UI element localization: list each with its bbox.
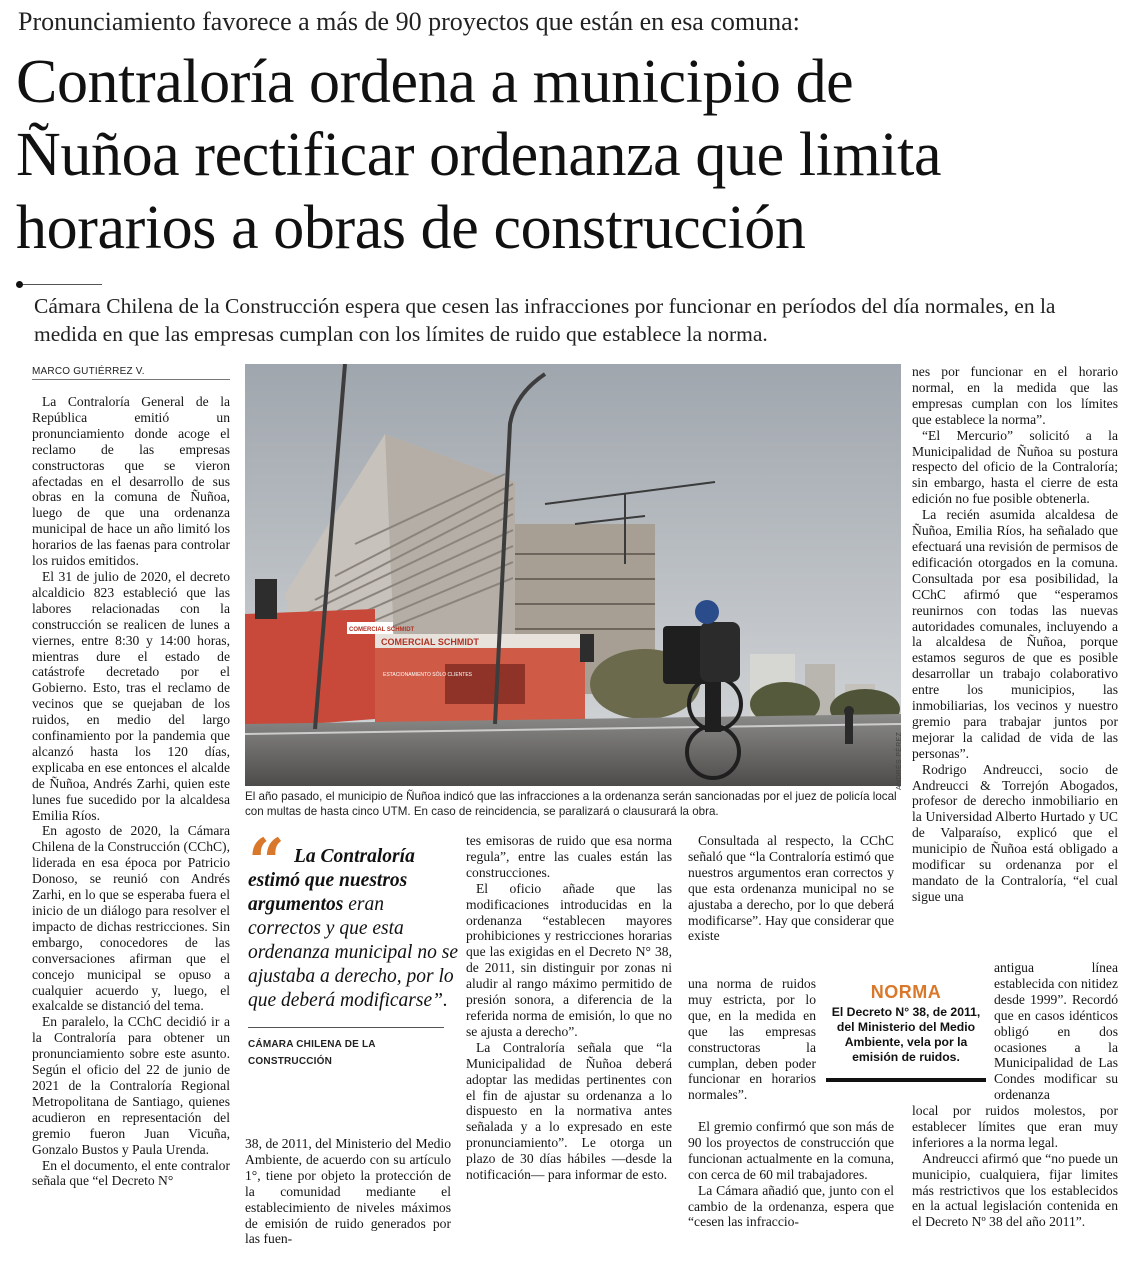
headline <box>16 46 1126 265</box>
sign-text: ESTACIONAMIENTO SÓLO CLIENTES <box>383 672 472 678</box>
article-column-1 <box>32 394 230 1189</box>
paragraph: antigua línea establecida con nitidez desde 1999”. Recordó que en casos idénticos obligó en dos ocasiones a la Municipalidad de Las Condes modificar su ordenanza <box>994 960 1118 1103</box>
kicker: Pronunciamiento favorece a más de 90 proyectos que están en esa comuna: <box>18 7 800 36</box>
pull-quote-rest: eran correctos y que esta ordenanza municipal no se ajustaba a derecho, por lo que deberá modificarse”. <box>248 894 458 1011</box>
headline-line: horarios a obras de construcción <box>16 194 806 262</box>
pull-quote <box>248 825 458 1070</box>
norma-divider <box>826 1078 986 1082</box>
byline-divider <box>32 379 230 380</box>
paragraph: nes por funcionar en el horario normal, en la medida que las empresas cumplan con los límites que establece la norma”. <box>912 364 1118 427</box>
paragraph: En el documento, el ente contralor señala que “el Decreto N° <box>32 1157 230 1189</box>
article-column-4-end <box>688 1119 894 1230</box>
paragraph: La Cámara añadió que, junto con el cambio de la ordenanza, espera que “cesen las infraccio- <box>688 1182 894 1230</box>
paragraph: Consultada al respecto, la CChC señaló que “la Contraloría estimó que nuestros argumentos eran correctos y que esta ordenanza municipal no se ajustaba a derecho, por lo que deberá modificarse”. Hay que considerar que existe <box>688 833 894 944</box>
paragraph: tes emisoras de ruido que esa norma regula”, entre las cuales están las construcciones. <box>466 833 672 880</box>
deck-divider <box>18 284 102 285</box>
paragraph: Andreucci afirmó que “no puede un municipio, cualquiera, fijar limites más restrictivos que los establecidos en la actual legislación contenida en el Decreto Nº 38 del año 2011”. <box>912 1150 1118 1230</box>
norma-text: El Decreto N° 38, de 2011, del Ministerio del Medio Ambiente, vela por la emisión de ruidos. <box>831 1005 981 1064</box>
article-column-4-wrap <box>688 976 816 1103</box>
byline: MARCO GUTIÉRREZ V. <box>32 366 145 377</box>
headline-line: Contraloría ordena a municipio de <box>16 48 854 116</box>
article-column-2 <box>245 1136 451 1247</box>
paragraph: La Contraloría General de la República emitió un pronunciamiento donde acoge el reclamo de las empresas constructoras que se vieron afectadas en el desarrollo de sus obras en la comuna de Ñuñoa, luego de que una ordenanza municipal de hace un año limitó los horarios de las faenas para controlar los ruidos emitidos. <box>32 394 230 569</box>
article-column-3 <box>466 833 672 1183</box>
article-column-5 <box>912 364 1118 905</box>
pull-quote-emphasis: La Contraloría estimó que nuestros argumentos <box>248 846 415 915</box>
paragraph: El 31 de julio de 2020, el decreto alcaldicio 823 estableció que las labores relacionadas con la construcción se realicen de lunes a viernes, entre 8:30 y 14:00 horas, mientras dure el estado de catástrofe decretado por el Gobierno. Esto, tras el reclamo de vecinos que se quejaban de los ruidos, en medio del largo confinamiento por la pandemia que alcanzó hasta los 120 días, explicaba en ese entonces el alcalde de Ñuñoa, Andrés Zarhi, quien este lunes fue sucedido por la alcaldesa Emilia Ríos. <box>32 568 230 823</box>
deck: Cámara Chilena de la Construcción espera que cesen las infracciones por funcionar en períodos del día normales, en la medida en que las empresas cumplan con los límites de ruido que establece la norma. <box>34 294 1056 346</box>
paragraph: local por ruidos molestos, por establecer límites que eran muy inferiores a la norma legal. <box>912 1103 1118 1150</box>
headline-line: Ñuñoa rectificar ordenanza que limita <box>16 121 942 189</box>
paragraph: La recién asumida alcaldesa de Ñuñoa, Emilia Ríos, ha señalado que efectuará una revisión de permisos de edificación otorgados en la comuna. Consultada por esa posibilidad, la CChC afirmó que “esperamos reunirnos con todas las nuevas autoridades comunales, incluyendo a la alcaldesa de Ñuñoa, porque estamos seguros de que es posible desarrollar un trabajo colaborativo entre los municipios, las inmobiliarias, los vecinos y nuestro gremio para trabajar juntos por mejorar la calidad de vida de las personas”. <box>912 507 1118 761</box>
norma-title: NORMA <box>870 982 942 1002</box>
quote-mark-icon: “ <box>248 825 285 900</box>
news-photo <box>245 364 901 786</box>
pull-quote-divider <box>248 1027 444 1028</box>
street-scene-illustration <box>245 364 901 786</box>
paragraph: una norma de ruidos muy estricta, por lo que, en la medida en que las empresas constructoras la cumplan, deben poder funcionar en horarios normales”. <box>688 976 816 1103</box>
sign-text: COMERCIAL SCHMIDT <box>349 627 415 633</box>
pull-quote-source: CÁMARA CHILENA DE LA CONSTRUCCIÓN <box>248 1039 376 1067</box>
paragraph: La Contraloría señala que “la Municipalidad de Ñuñoa deberá adoptar las medidas pertinentes con el fin de ajustar su ordenanza a lo dispuesto en la normativa antes señalada y a lo expresado en este pronunciamiento”. Le otorga un plazo de 30 días hábiles —desde la notificación— para informar de esto. <box>466 1039 672 1183</box>
article-column-4 <box>688 833 894 944</box>
photo-caption: El año pasado, el municipio de Ñuñoa indicó que las infracciones a la ordenanza serán sancionadas por el juez de policía local con multas de hasta cinco UTM. En caso de reincidencia, se paralizará o clausurará la obra. <box>245 790 897 818</box>
paragraph: En agosto de 2020, la Cámara Chilena de la Construcción (CChC), liderada en esa época por Patricio Donoso, se reunió con Andrés Zarhi, en lo que se esperaba fuera el inicio de un diálogo para resolver el impacto de dichas restricciones. Sin embargo, conocedores de las conversaciones afirman que el concejo municipal se opuso a cualquier acuerdo y, luego, el exalcalde se distanció del tema. <box>32 823 230 1014</box>
paragraph: En paralelo, la CChC decidió ir a la Contraloría para obtener un pronunciamiento sobre este asunto. Según el oficio del 22 de junio de 2021 de la Contraloría Regional Metropolitana de Santiago, quienes acudieron en representación del gremio fueron Juan Vicuña, Gonzalo Bustos y Paula Urenda. <box>32 1014 230 1157</box>
paragraph: “El Mercurio” solicitó a la Municipalidad de Ñuñoa su postura respecto del oficio de la Contraloría; sin embargo, hasta el cierre de esta edición no fue posible obtenerla. <box>912 427 1118 507</box>
article-column-5-wrap <box>994 960 1118 1103</box>
paragraph: 38, de 2011, del Ministerio del Medio Ambiente, de acuerdo con su artículo 1°, tiene por objeto la protección de la comunidad mediante el establecimiento de niveles máximos de emisión de ruido generados por las fuen- <box>245 1136 451 1247</box>
paragraph: El oficio añade que las modificaciones introducidas en la ordenanza “establecen mayores prohibiciones y restricciones horarias que las exigidas en el Decreto N° 38, de 2011, sin distinguir por zonas ni aludir al rango máximo permitido de presión sonora, a diferencia de la referida norma de emisión, lo que no se ajusta a derecho”. <box>466 880 672 1039</box>
paragraph: El gremio confirmó que son más de 90 los proyectos de construcción que funcionan actualmente en la comuna, con cerca de 60 mil trabajadores. <box>688 1119 894 1182</box>
article-column-5-end <box>912 1103 1118 1230</box>
paragraph: Rodrigo Andreucci, socio de Andreucci & Torrejón Abogados, profesor de derecho inmobiliario en la Universidad Alberto Hurtado y UC de Valparaíso, explicó que el municipio de Ñuñoa está obligado a modificar su ordenanza por el mandato de la Contraloría, “el cual sigue una <box>912 761 1118 904</box>
deck-bullet <box>16 281 23 288</box>
norma-sidebar <box>826 974 986 1082</box>
sign-text: COMERCIAL SCHMIDT <box>381 637 479 647</box>
photo-credit: ANDRÉS PÉREZ <box>896 731 903 790</box>
